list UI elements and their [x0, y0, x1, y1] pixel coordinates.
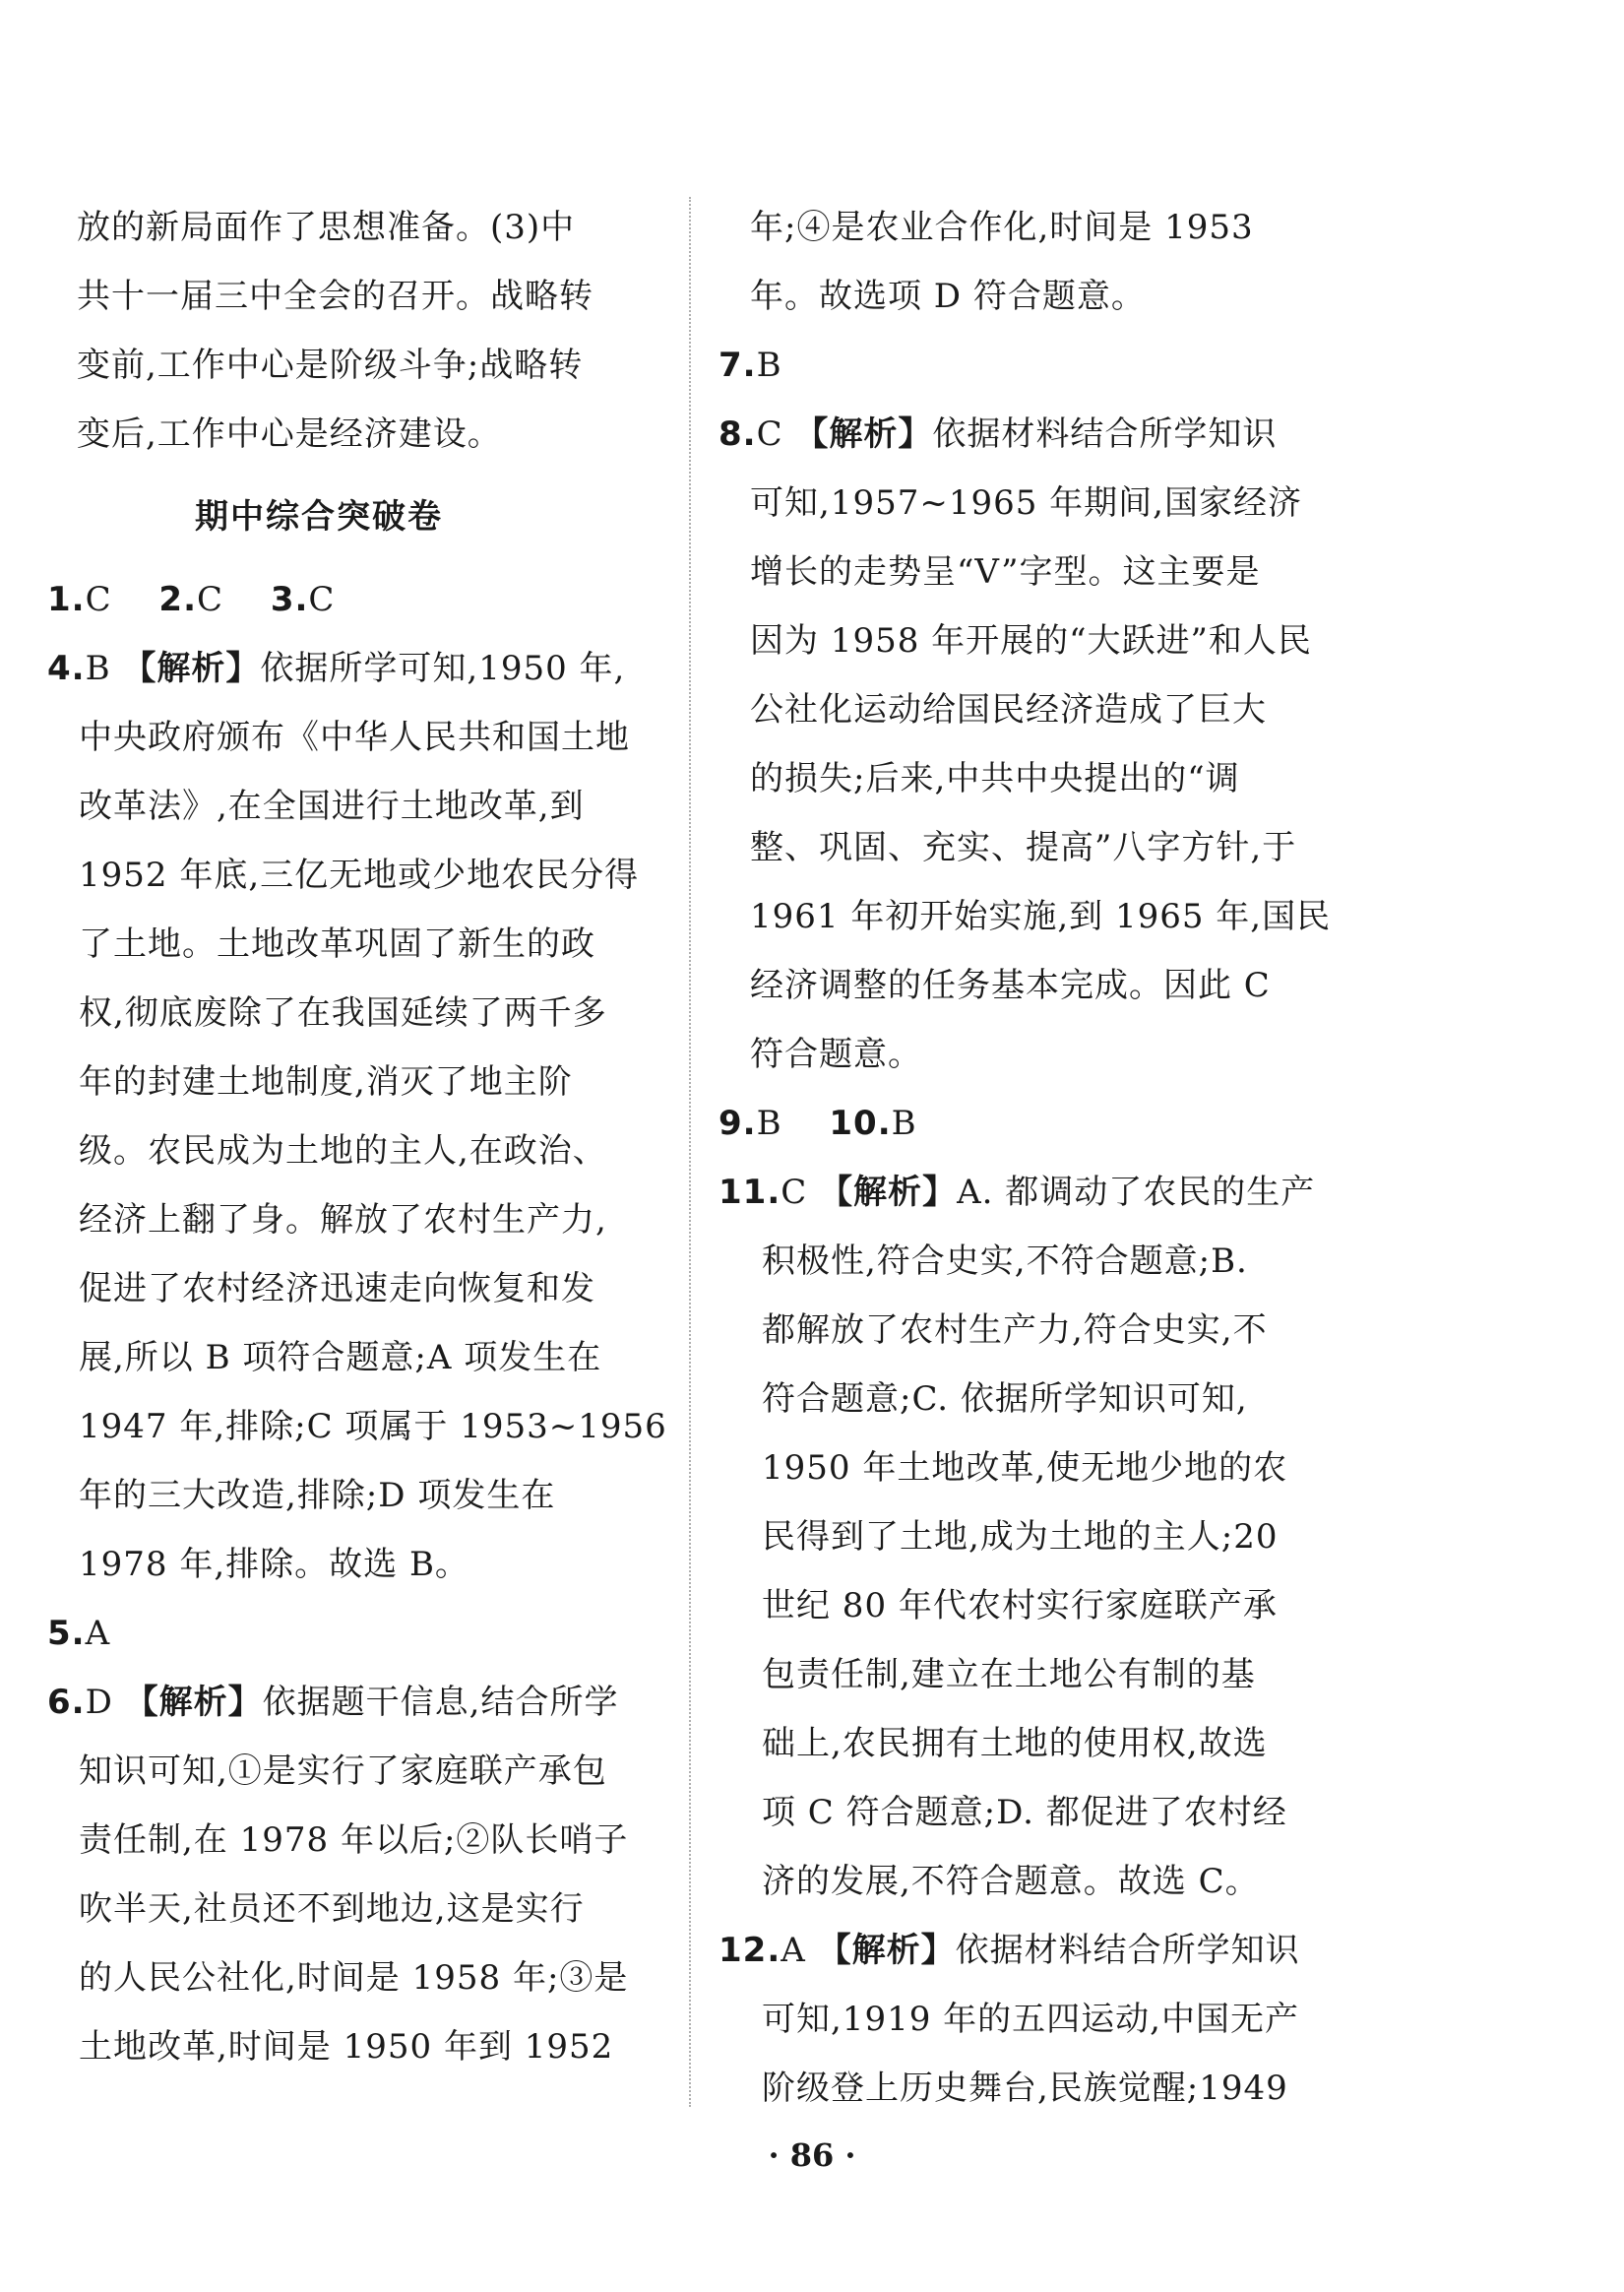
answer-item: 10.B — [829, 1104, 917, 1143]
answer: A — [85, 1614, 111, 1653]
question-number: 4. — [47, 649, 86, 688]
explanation-line: 包责任制,建立在土地公有制的基 — [762, 1655, 1256, 1694]
answer: B — [756, 346, 782, 385]
explanation-line: 展,所以 B 项符合题意;A 项发生在 — [79, 1338, 602, 1377]
explanation-line: 民得到了土地,成为土地的主人;20 — [762, 1517, 1279, 1557]
explanation-line: 符合题意;C. 依据所学知识可知, — [762, 1379, 1248, 1419]
intro-line: 共十一届三中全会的召开。战略转 — [77, 277, 593, 316]
explanation-line: 年的三大改造,排除;D 项发生在 — [79, 1476, 556, 1515]
question-number: 12. — [718, 1931, 781, 1970]
explanation-line: 经济调整的任务基本完成。因此 C — [750, 966, 1271, 1005]
explanation-line: 1947 年,排除;C 项属于 1953~1956 — [79, 1407, 667, 1446]
answer-item: 3.C — [270, 580, 336, 619]
explanation-line: 阶级登上历史舞台,民族觉醒;1949 — [762, 2069, 1288, 2108]
explanation-line: 可知,1957~1965 年期间,国家经济 — [750, 483, 1302, 523]
question-5 — [47, 1599, 657, 1668]
answer-item: 1.C — [47, 580, 112, 619]
analysis-tag: 【解析】 — [124, 1683, 263, 1722]
explanation-line: 公社化运动给国民经济造成了巨大 — [750, 690, 1267, 730]
question-number: 6. — [47, 1683, 86, 1722]
explanation-line: 项 C 符合题意;D. 都促进了农村经 — [762, 1793, 1287, 1832]
explanation-text: A. 都调动了农民的生产 — [957, 1173, 1316, 1212]
left-column — [47, 193, 667, 2081]
explanation-line: 济的发展,不符合题意。故选 C。 — [762, 1862, 1260, 1901]
explanation-line: 经济上翻了身。解放了农村生产力, — [79, 1200, 607, 1240]
explanation-line: 中央政府颁布《中华人民共和国土地 — [79, 718, 630, 757]
explanation-line: 的人民公社化,时间是 1958 年;③是 — [79, 1958, 629, 1998]
explanation-text: 依据材料结合所学知识 — [955, 1931, 1300, 1970]
explanation-text: 依据材料结合所学知识 — [932, 414, 1278, 454]
page-number: · 86 · — [768, 2136, 856, 2174]
explanation-text: 依据所学可知,1950 年, — [260, 649, 626, 688]
section-title: 期中综合突破卷 — [195, 497, 443, 537]
explanation-line: 1961 年初开始实施,到 1965 年,国民 — [750, 897, 1332, 936]
explanation-line: 吹半天,社员还不到地边,这是实行 — [79, 1889, 585, 1929]
intro-line: 变后,工作中心是经济建设。 — [77, 414, 502, 454]
explanation-line: 促进了农村经济迅速走向恢复和发 — [79, 1269, 595, 1308]
question-number: 5. — [47, 1614, 86, 1653]
analysis-tag: 【解析】 — [819, 1173, 958, 1212]
explanation-text: 依据题干信息,结合所学 — [262, 1683, 619, 1722]
answer-item: 9.B — [718, 1104, 782, 1143]
explanation-line: 土地改革,时间是 1950 年到 1952 — [79, 2027, 614, 2067]
answer: B — [85, 649, 111, 688]
answer: C — [781, 1173, 808, 1212]
explanation-line: 知识可知,①是实行了家庭联产承包 — [79, 1751, 607, 1791]
answer: A — [781, 1931, 806, 1970]
question-8-first-line — [718, 400, 1358, 469]
question-number: 8. — [718, 414, 757, 454]
question-number: 11. — [718, 1173, 781, 1212]
column-divider — [689, 197, 691, 2107]
explanation-line: 增长的走势呈“V”字型。这主要是 — [750, 552, 1261, 592]
question-7 — [718, 331, 1358, 400]
analysis-tag: 【解析】 — [122, 649, 261, 688]
explanation-line: 的损失;后来,中共中央提出的“调 — [750, 759, 1240, 798]
explanation-line: 1950 年土地改革,使无地少地的农 — [762, 1448, 1288, 1488]
explanation-line: 世纪 80 年代农村实行家庭联产承 — [762, 1586, 1278, 1625]
analysis-tag: 【解析】 — [817, 1931, 956, 1970]
explanation-line: 年;④是农业合作化,时间是 1953 — [750, 208, 1254, 247]
explanation-line: 1952 年底,三亿无地或少地农民分得 — [79, 856, 640, 895]
explanation-line: 权,彻底废除了在我国延续了两千多 — [79, 993, 607, 1033]
explanation-line: 整、巩固、充实、提高”八字方针,于 — [750, 828, 1297, 867]
answers-1-3 — [47, 565, 657, 634]
explanation-line: 积极性,符合史实,不符合题意;B. — [762, 1242, 1248, 1281]
answer: D — [85, 1683, 113, 1722]
question-4-first-line — [47, 634, 657, 703]
question-number: 7. — [718, 346, 757, 385]
answer: C — [756, 414, 783, 454]
explanation-line: 年的封建土地制度,消灭了地主阶 — [79, 1062, 573, 1102]
explanation-line: 级。农民成为土地的主人,在政治、 — [79, 1131, 607, 1171]
right-column — [718, 193, 1358, 2123]
intro-line: 变前,工作中心是阶级斗争;战略转 — [77, 346, 584, 385]
explanation-line: 改革法》,在全国进行土地改革,到 — [79, 787, 585, 826]
answers-9-10 — [718, 1089, 1358, 1158]
question-6-first-line — [47, 1668, 657, 1737]
explanation-line: 年。故选项 D 符合题意。 — [750, 277, 1146, 316]
explanation-line: 责任制,在 1978 年以后;②队长哨子 — [79, 1820, 629, 1860]
explanation-line: 因为 1958 年开展的“大跃进”和人民 — [750, 621, 1312, 661]
analysis-tag: 【解析】 — [794, 414, 933, 454]
explanation-line: 符合题意。 — [750, 1035, 922, 1074]
answer-item: 2.C — [158, 580, 223, 619]
question-11-first-line — [718, 1158, 1358, 1227]
explanation-line: 了土地。土地改革巩固了新生的政 — [79, 924, 595, 964]
explanation-line: 1978 年,排除。故选 B。 — [79, 1545, 469, 1584]
question-12-first-line — [718, 1916, 1358, 1985]
explanation-line: 可知,1919 年的五四运动,中国无产 — [762, 2000, 1299, 2039]
explanation-line: 础上,农民拥有土地的使用权,故选 — [762, 1724, 1268, 1763]
explanation-line: 都解放了农村生产力,符合史实,不 — [762, 1310, 1268, 1350]
intro-line: 放的新局面作了思想准备。(3)中 — [77, 208, 576, 247]
